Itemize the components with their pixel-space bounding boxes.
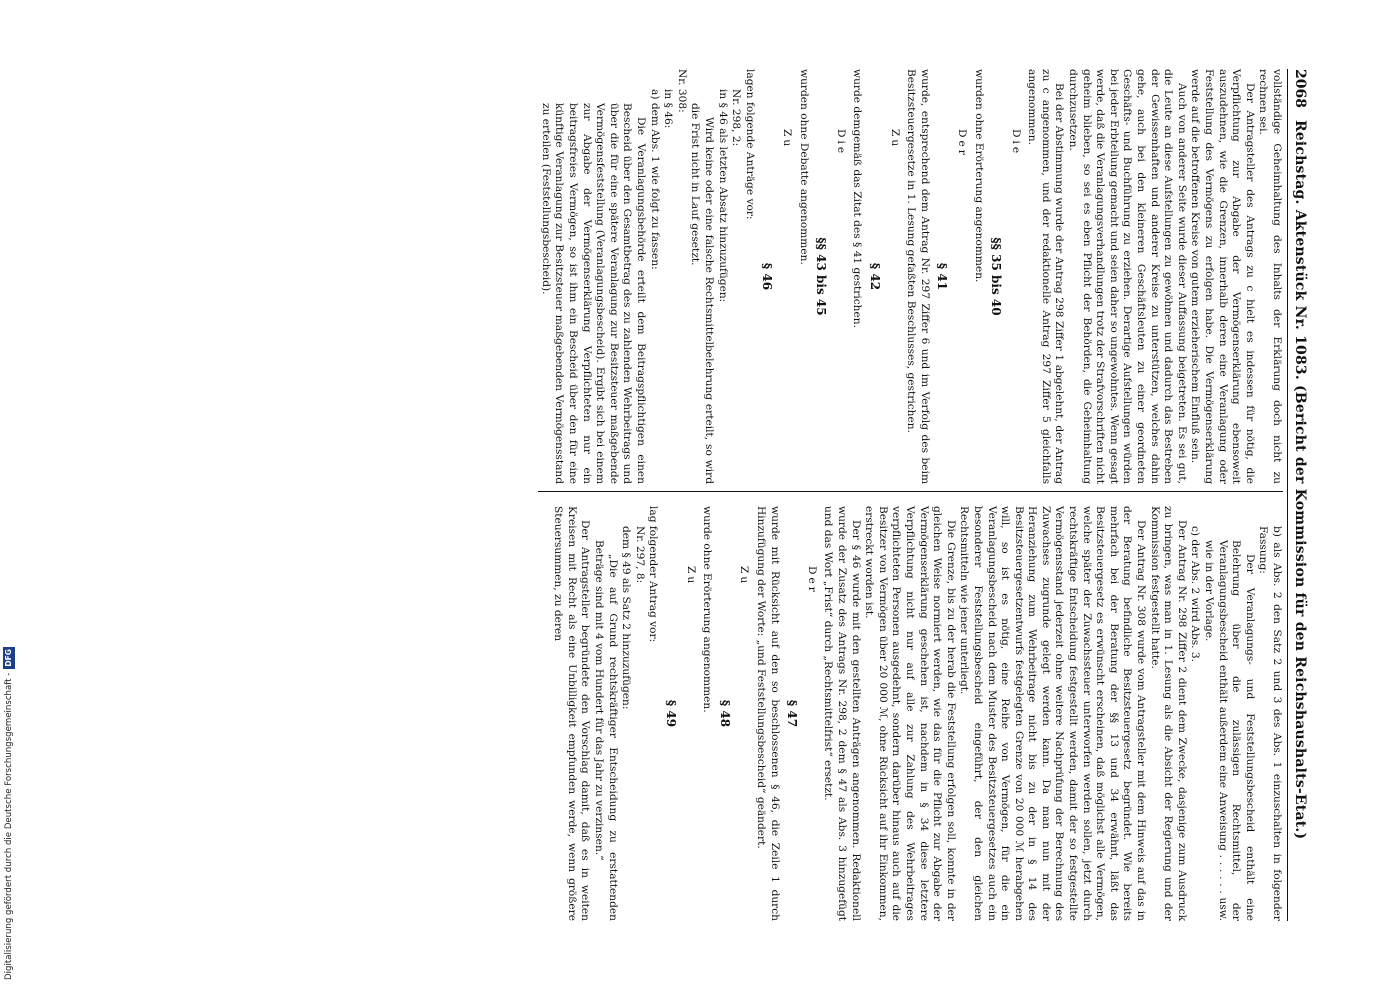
paragraph: wurde, entsprechend dem Antrag Nr. 297 Ziffer 6 und im Verfolg des beim Besitzsteuergesetze in 1. Lesung gefaßten Beschlusses, gestrichen. <box>905 69 931 484</box>
section-heading-43-45: §§ 43 bis 45 <box>814 237 829 316</box>
motion-quote: „Die auf Grund rechtskräftiger Entscheidung zu erstattenden Beträge sind mit 4 vom Hundert für das Jahr zu verzinsen.“ <box>593 540 619 921</box>
section-heading-46: § 46 <box>760 262 775 291</box>
label-der: Der <box>805 566 818 595</box>
paragraph: Der Antragsteller begründete den Vorschlag damit, daß es in weiten Kreisen mit Recht als eine Unbilligkeit empfunden werde, wenn größere Steuersummen, zu deren <box>552 506 592 921</box>
document-page <box>85 55 1315 935</box>
right-column <box>538 491 1283 921</box>
right-paragraphs <box>821 506 1188 921</box>
paragraph: Der § 46 wurde mit den gestellten Anträgen angenommen. Redaktionell wurde der Zusatz des Antrags Nr. 298, 2 dem § 47 als Abs. 3 hinzugefügt und das Wort „Frist“ durch „Rechtsmittelfrist“ ersetzt. <box>822 506 862 921</box>
paragraph: wurden ohne Debatte angenommen. <box>797 69 810 265</box>
label-zu: Zu <box>781 129 793 150</box>
motion-reference: Nr. 298, 2: <box>730 89 743 147</box>
section-heading-49: § 49 <box>664 699 679 728</box>
paragraph: Bei der Abstimmung wurde der Antrag 298 Ziffer 1 abgelehnt, der Antrag zu c angenommen, und der redaktionelle Antrag 297 Ziffer 5 gleichfalls angenommen. <box>1026 69 1066 484</box>
label-zu: Zu <box>738 566 751 587</box>
motion-instruction: dem § 49 als Satz 2 hinzuzufügen: <box>620 526 633 710</box>
left-paragraphs <box>1025 69 1283 484</box>
page-header <box>1287 69 1309 921</box>
motion-instruction: in § 46 als letzten Absatz hinzuzufügen: <box>716 89 729 303</box>
section-heading-41: § 41 <box>935 262 950 291</box>
motion-quote: Die Veranlagungsbehörde erteilt dem Beitragspflichtigen einen Bescheid über den Gesamtbetrag des zu zahlenden Wehrbeitrags und über die für eine spätere Veranlagung zur Besitzsteuer maßgebende Vermögensfeststellung (Veranlagungsbescheid). Ergibt sich bei einem zur Abgabe der Vermögenserklärung Verpflichteten nur ein beitragsfreies Vermögen, so ist ihm ein Bescheid über den für eine künftige Veranlagung zur Besitzsteuer maßgebenden Vermögensstand zu erteilen (Feststellungsbescheid). <box>539 103 648 484</box>
motion-item: c) der Abs. 2 wird Abs. 3. <box>1189 526 1202 663</box>
paragraph: wurde ohne Erörterung angenommen. <box>701 506 714 713</box>
left-column <box>538 69 1283 484</box>
paragraph: Der Antrag Nr. 298 Ziffer 2 dient dem Zwecke, dasjenige zum Ausdruck zu bringen, was man in 1. Lesung als die Absicht der Regierung und der Kommission festgestellt hatte. <box>1148 506 1188 921</box>
paragraph: lagen folgende Anträge vor: <box>743 69 756 220</box>
digitization-credit <box>2 300 16 980</box>
label-der: Der <box>955 129 968 158</box>
paragraph: Auch von anderer Seite wurde dieser Auffassung beigetreten. Es sei gut, die Leute an diese Aufstellungen zu gewöhnen und dadurch das Bestreben der Gewissenhaften und anderer Kreise zu unterstützen, welches dahin gehe, auch bei den kleineren Geschäftsleuten zu einer geordneten Geschäfts- und Buchführung zu erziehen. Derartige Aufstellungen würden bei jeder Erbteilung gemacht und seien daher so ungewohntes. Wenn gesagt werde, daß die Veranlagungsverhandlungen trotz der Strafvorschriften nicht geheim blieben, so sei es eben Pflicht der Behörden, die Geheimhaltung durchzusetzen. <box>1067 69 1188 484</box>
label-die: Die <box>834 129 847 157</box>
motion-item: a) dem Abs. 1 wie folgt zu fassen: <box>648 89 661 270</box>
paragraph: Der Antragsteller des Antrags zu c hielt es indessen für nötig, die Verpflichtung zur Abgabe der Vermögenserklärung ebensoweit auszudehnen, wie die Grenzen, innerhalb deren eine Veranlagung oder Feststellung des Vermögens zu erfolgen habe. Die Vermögenserklärung werde auf die betroffenen Kreise von gutem erzieherischem Einfluß sein. <box>1189 69 1256 484</box>
motion-reference: Nr. 308: <box>675 69 688 113</box>
motion-quote: Der Veranlagungs- und Feststellungsbescheid enthält eine Belehrung über die zulässigen Rechtsmittel, der Veranlagungsbescheid enthält außerdem eine Anweisung . . . . . . usw. wie in der Vorlage. <box>1203 540 1256 921</box>
section-heading-35-40: §§ 35 bis 40 <box>989 237 1004 316</box>
section-heading-42: § 42 <box>867 262 882 291</box>
credit-text: Digitalisierung gefördert durch die Deutsche Forschungsgemeinschaft - <box>4 672 14 980</box>
paragraph: Die Grenze, bis zu der herab die Feststellung erfolgen soll, konnte in der gleichen Weise normiert werden, wie das für die Pflicht zur Abgabe der Vermögenserklärung geschehen ist, nachdem in § 34 diese letztere Verpflichtung nicht nur auf alle zur Zahlung des Wehrbeitrages verpflichteten Personen ausgedehnt, sondern darüber hinaus auch auf die Besitzer von Vermögen über 20 000 ℳ, ohne Rücksicht auf ihr Einkommen, erstreckt worden ist. <box>863 506 957 921</box>
section-heading-48: § 48 <box>717 699 732 728</box>
motion-quote: Wird keine oder eine falsche Rechtsmittelbelehrung erteilt, so wird die Frist nicht in Lauf gesetzt. <box>689 103 716 484</box>
paragraph: wurde mit Rücksicht auf den so beschlossenen § 46, die Zeile 1 durch Hinzufügung der Worte: „und Feststellungsbescheid“ geändert. <box>755 506 781 921</box>
paragraph: wurden ohne Erörterung angenommen. <box>972 69 985 283</box>
text-columns <box>538 69 1283 921</box>
motion-reference: Nr. 297, 8: <box>633 526 646 584</box>
motion-instruction: in § 46: <box>662 89 675 129</box>
motion-item: b) als Abs. 2 den Satz 2 und 3 des Abs. 1 einzuschalten in folgender Fassung: <box>1257 526 1283 921</box>
paragraph: lag folgender Antrag vor: <box>647 506 660 643</box>
paragraph: vollständige Geheimhaltung des Inhalts der Erklärung doch nicht zu rechnen sei. <box>1257 69 1283 484</box>
section-heading-47: § 47 <box>785 699 800 728</box>
dfg-logo: DFG <box>4 649 13 667</box>
paragraph: Der Antrag Nr. 308 wurde vom Antragsteller mit dem Hinweis auf das in der Beratung befindliche Besitzsteuergesetz begründet. Wie bereits mehrfach bei der Beratung der §§ 13 und 34 erwähnt, läßt das Besitzsteuergesetz es erwünscht erscheinen, daß möglichst alle Vermögen, welche später der Zuwachssteuer unterworfen werden sollen, jetzt durch rechtskräftige Entscheidung festgestellt werden, damit der so festgestellte Vermögensstand jederzeit ohne weitere Nachprüfung der Berechnung des Zuwachses zugrunde gelegt werden kann. Da man nun mit der Heranziehung zum Wehrbeitrage nicht bis zu der in § 14 des Besitzsteuergesetzentwurfs festgelegten Grenze von 20 000 ℳ herabgehen will, so ist es nötig, eine Reihe von Vermögen, für die ein Veranlagungsbescheid nach dem Muster des Besitzsteuergesetzes auch ein besonderer Feststellungsbescheid eingeführt, der den gleichen Rechtsmitteln wie jener unterliegt. <box>958 506 1148 921</box>
label-die: Die <box>1009 129 1022 157</box>
label-zu: Zu <box>684 566 697 587</box>
paragraph: wurde demgemäß das Zitat des § 41 gestrichen. <box>851 69 864 328</box>
page-number: 2068 <box>1292 69 1308 108</box>
label-zu: Zu <box>888 129 901 150</box>
page-title: Reichstag. Aktenstück Nr. 1083. (Bericht der Kommission für den Reichshaushalts-Etat.) <box>1292 119 1308 840</box>
